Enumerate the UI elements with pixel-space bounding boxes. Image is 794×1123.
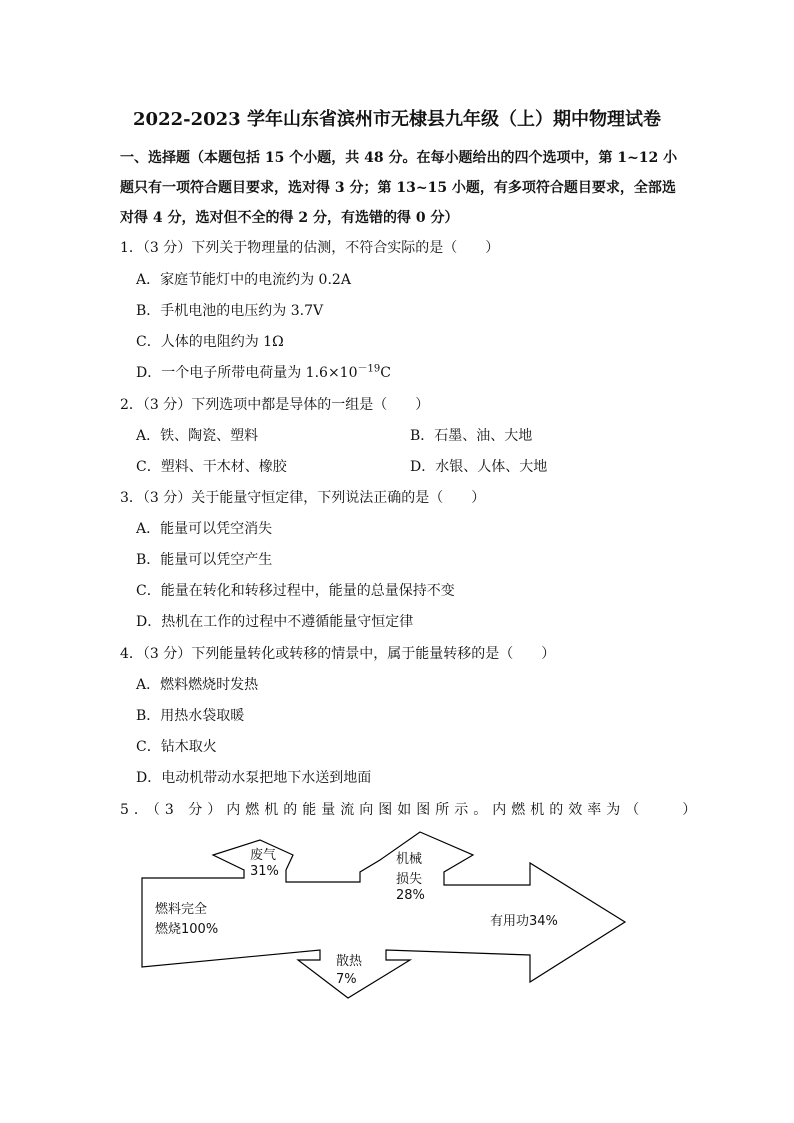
heat-dissipation-label-line2: 7%	[336, 972, 357, 987]
question-2-option-b: B．石墨、油、大地	[410, 428, 533, 444]
question-3-stem: 3．（3 分）关于能量守恒定律，下列说法正确的是（ ）	[120, 490, 486, 506]
question-2-option-c: C．塑料、干木材、橡胶	[136, 459, 287, 475]
question-1-option-d-base: D．一个电子所带电荷量为 1.6×10	[136, 365, 358, 381]
heat-dissipation-label-line1: 散热	[336, 954, 363, 969]
exhaust-label-line2: 31%	[250, 864, 279, 879]
question-4-option-c: C．钻木取火	[136, 739, 217, 755]
question-1-option-d-unit: C	[380, 365, 391, 381]
question-1-option-a: A．家庭节能灯中的电流约为 0.2A	[136, 272, 351, 288]
question-4-option-d: D．电动机带动水泵把地下水送到地面	[136, 770, 372, 786]
question-1-option-d	[136, 362, 391, 382]
question-1-option-b: B．手机电池的电压约为 3.7V	[136, 303, 324, 319]
input-energy-label-line1: 燃料完全	[155, 902, 208, 917]
input-energy-label-line2: 燃烧100%	[155, 922, 219, 937]
question-2-stem: 2．（3 分）下列选项中都是导体的一组是（ ）	[120, 397, 430, 413]
question-3-option-a: A．能量可以凭空消失	[136, 521, 273, 537]
question-3-option-d: D．热机在工作的过程中不遵循能量守恒定律	[136, 614, 414, 630]
question-2-option-d: D．水银、人体、大地	[410, 459, 548, 475]
exhaust-label-line1: 废气	[250, 848, 277, 863]
mechanical-loss-label-line2: 损失	[396, 872, 423, 887]
question-3-option-c: C．能量在转化和转移过程中，能量的总量保持不变	[136, 583, 455, 599]
question-1-option-d-exponent: －19	[357, 363, 381, 375]
mechanical-loss-label-line1: 机械	[396, 852, 423, 867]
question-1-stem: 1．（3 分）下列关于物理量的估测，不符合实际的是（ ）	[120, 240, 500, 256]
question-4-stem: 4．（3 分）下列能量转化或转移的情景中，属于能量转移的是（ ）	[120, 646, 556, 662]
energy-flow-diagram	[0, 830, 794, 1010]
question-3-option-b: B．能量可以凭空产生	[136, 552, 273, 568]
mechanical-loss-label-line3: 28%	[396, 888, 425, 903]
question-5-stem: 5．（3 分）内燃机的能量流向图如图所示。内燃机的效率为（ ）	[120, 802, 702, 818]
section-heading: 一、选择题（本题包括 15 个小题，共 48 分。在每小题给出的四个选项中，第 1~12 小题只有一项符合题目要求，选对得 3 分；第 13~15 小题，有多项符合题目要求，全部选对得 4 分，选对但不全的得 2 分，有选错的得 0 分）	[120, 150, 678, 226]
question-4-option-b: B．用热水袋取暖	[136, 708, 245, 724]
question-2-option-a: A．铁、陶瓷、塑料	[136, 428, 259, 444]
exam-title: 2022-2023 学年山东省滨州市无棣县九年级（上）期中物理试卷	[133, 109, 661, 130]
question-1-option-c: C．人体的电阻约为 1Ω	[136, 334, 284, 350]
question-4-option-a: A．燃料燃烧时发热	[136, 677, 259, 693]
useful-work-label: 有用功34%	[490, 914, 558, 929]
